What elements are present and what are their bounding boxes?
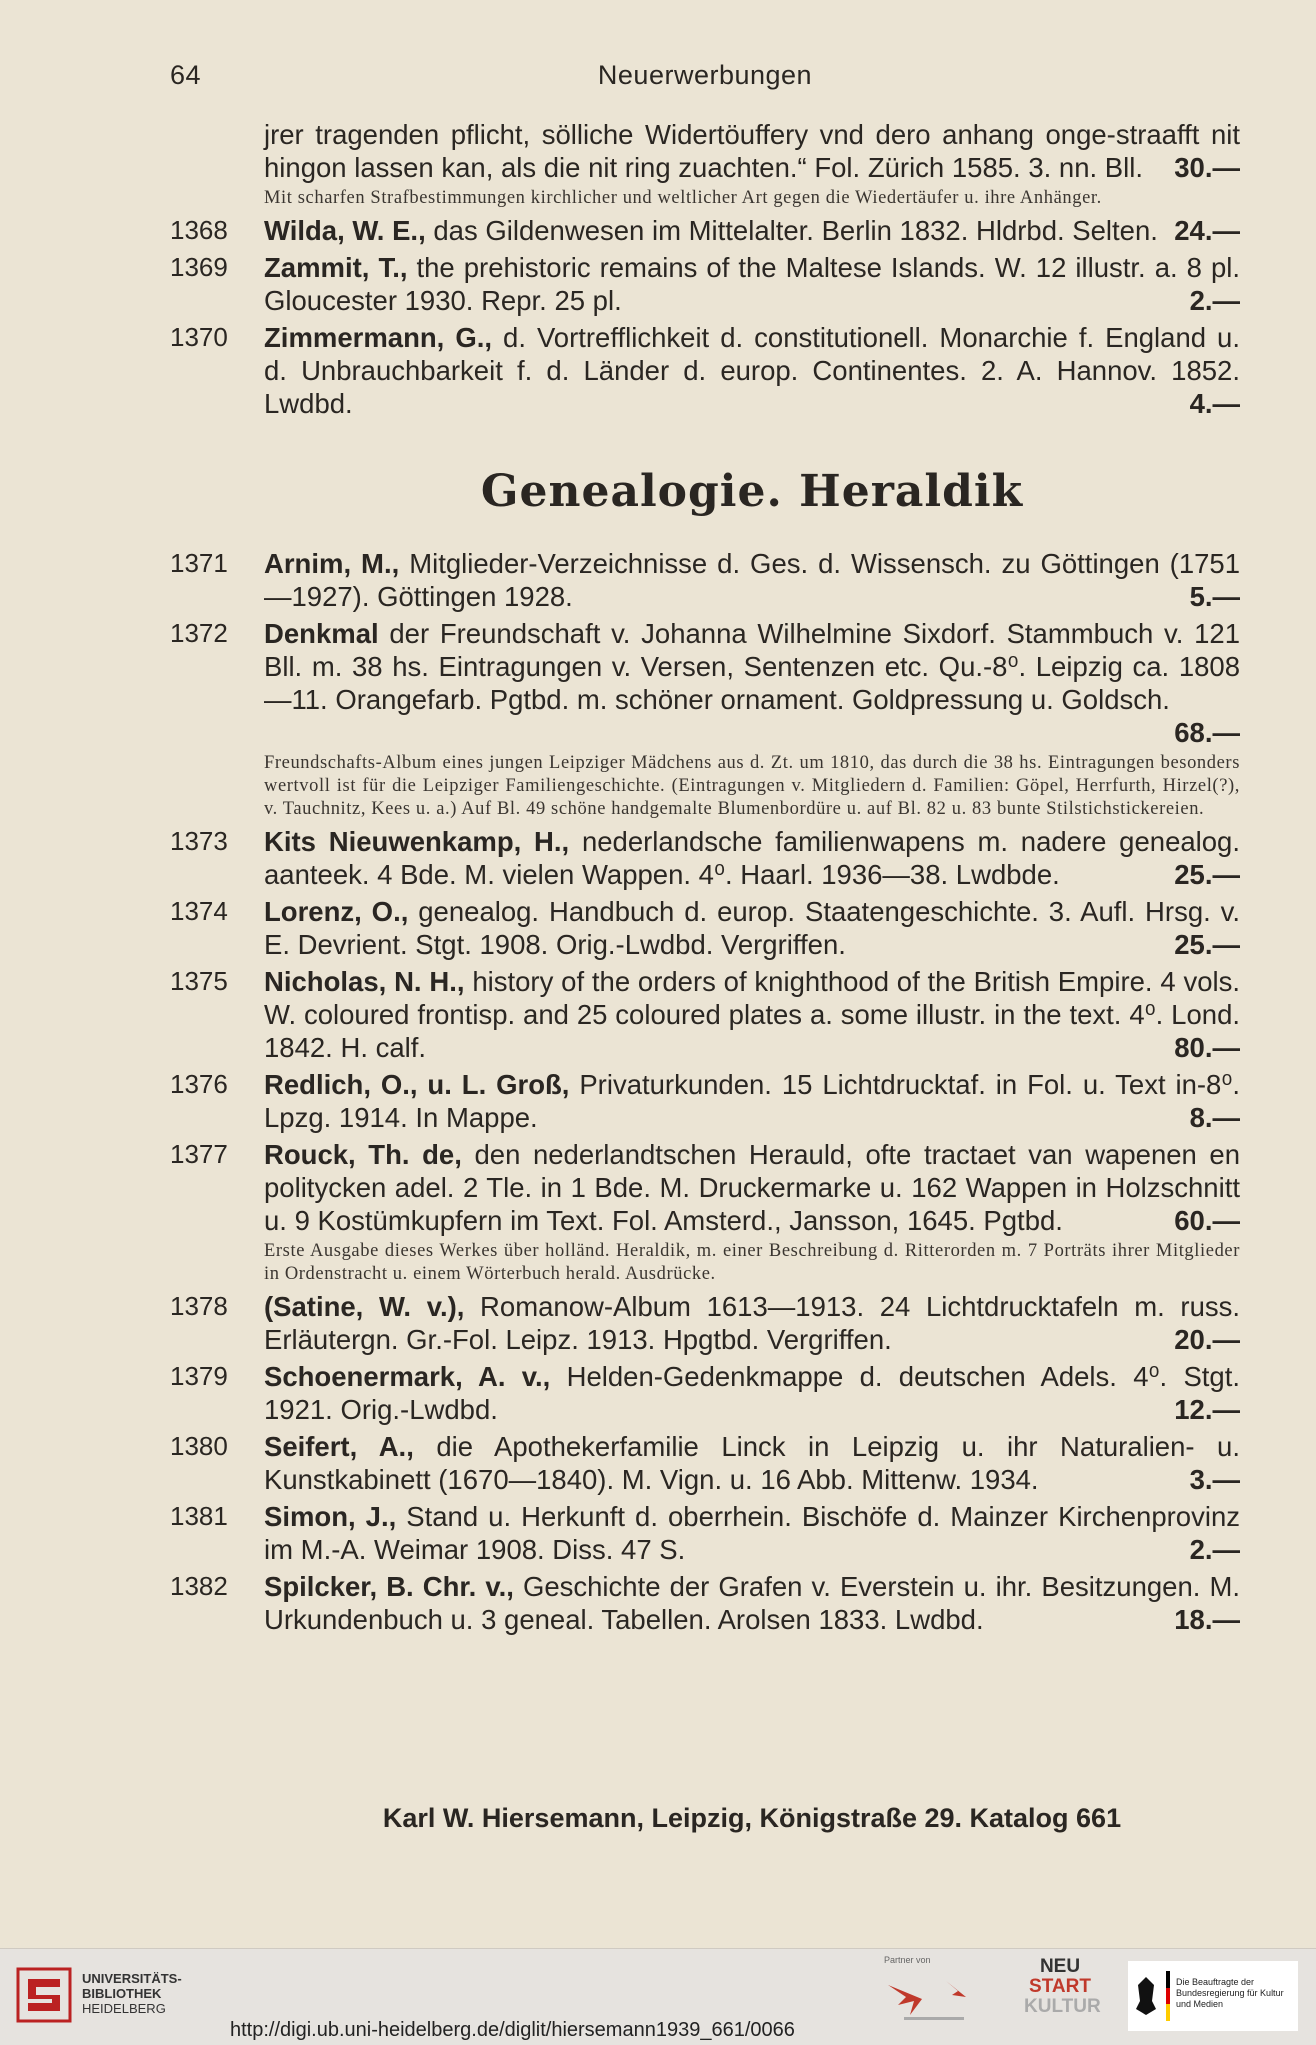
entry-number: 1373 xyxy=(170,826,228,856)
entry-author: (Satine, W. v.), xyxy=(264,1291,465,1322)
entry-description: genealog. Handbuch d. europ. Staatengeschichte. 3. Aufl. Hrsg. v. E. Devrient. Stgt. 1908. Orig.-Lwdbd. Vergriffen. xyxy=(264,896,1241,960)
running-head xyxy=(170,60,1240,104)
entry-price: 2.— xyxy=(1189,285,1240,316)
entry-description: Romanow-Album 1613—1913. 24 Lichtdrucktafeln m. russ. Erläutergn. Gr.-Fol. Leipz. 1913. Hpgtbd. Vergriffen. xyxy=(264,1291,1240,1355)
entry-author: Denkmal xyxy=(264,618,379,649)
entry-price: 4.— xyxy=(1189,388,1240,419)
entry-author: Nicholas, N. H., xyxy=(264,966,465,997)
catalog-entry xyxy=(170,895,1240,961)
entry-description: history of the orders of knighthood of the British Empire. 4 vols. W. coloured frontisp. and 25 coloured plates a. some illustr. in the text. 4⁰. Lond. 1842. H. calf. xyxy=(264,966,1240,1063)
entry-author: Zammit, T., xyxy=(264,252,408,283)
entry-price: 30.— xyxy=(1174,152,1240,183)
entry-text xyxy=(264,1138,1240,1237)
entry-note: Erste Ausgabe dieses Werkes über holländ. Heraldik, m. einer Beschreibung d. Ritterorden m. 7 Porträts ihrer Mitglieder in Ordenstracht u. einem Wörterbuch herald. Ausdrücke. xyxy=(264,1241,1240,1284)
entry-text xyxy=(264,214,1240,247)
entry-price: 3.— xyxy=(1189,1464,1240,1495)
entry-description: den nederlandtschen Herauld, ofte tractaet van wapenen en politycken adel. 2 Tle. in 1 Bde. M. Druckermarke u. 162 Wappen in Holzschnitt u. 9 Kostümkupfern im Text. Fol. Amsterd., Jansson, 1645. Pgtbd. xyxy=(264,1139,1241,1236)
entry-number: 1381 xyxy=(170,1501,228,1531)
entry-price: 18.— xyxy=(1174,1604,1240,1635)
entries-before-section xyxy=(170,118,1240,420)
entry-author: Wilda, W. E., xyxy=(264,215,426,246)
entry-author: Kits Nieuwenkamp, H., xyxy=(264,826,570,857)
catalog-entry xyxy=(170,1290,1240,1356)
catalog-entry xyxy=(170,965,1240,1064)
entry-price: 60.— xyxy=(1174,1205,1240,1236)
federal-eagle-icon xyxy=(1134,1971,1158,2021)
entry-description: the prehistoric remains of the Maltese Islands. W. 12 illustr. a. 8 pl. Gloucester 1930. Repr. 25 pl. xyxy=(264,252,1240,316)
flag-bar-icon xyxy=(1166,1971,1170,2021)
entry-note: Mit scharfen Strafbestimmungen kirchlicher und weltlicher Art gegen die Wiedertäufer u. ihre Anhänger. xyxy=(264,188,1102,208)
entry-author: Lorenz, O., xyxy=(264,896,409,927)
entry-number: 1372 xyxy=(170,618,228,648)
entry-number: 1368 xyxy=(170,215,228,245)
entry-number: 1380 xyxy=(170,1431,228,1461)
entry-number: 1370 xyxy=(170,322,228,352)
entry-text xyxy=(264,1360,1240,1426)
entry-text xyxy=(264,1290,1240,1356)
entry-description: Mitglieder-Verzeichnisse d. Ges. d. Wissensch. zu Göttingen (1751—1927). Göttingen 1928. xyxy=(264,548,1241,612)
catalog-entry xyxy=(170,1500,1240,1566)
catalog-entry xyxy=(170,214,1240,247)
entry-description: jrer tragenden pflicht, sölliche Widertöuffery vnd dero anhang onge-straafft nit hingon lassen kan, als die nit ring zuachten.“ Fol. Zürich 1585. 3. nn. Bll. xyxy=(264,119,1240,183)
entries-genealogie xyxy=(170,547,1240,1636)
entry-text xyxy=(264,965,1240,1064)
running-title: Neuerwerbungen xyxy=(597,60,813,90)
entry-author: Rouck, Th. de, xyxy=(264,1139,462,1170)
publisher-footer: Karl W. Hiersemann, Leipzig, Königstraße 29. Katalog 661 xyxy=(382,1803,1122,1833)
catalog-entry xyxy=(170,1570,1240,1636)
entry-note: Freundschafts-Album eines jungen Leipziger Mädchens aus d. Zt. um 1810, das durch die 38 hs. Eintragungen besonders wertvoll ist für die Leipziger Familiengeschichte. (Eintragungen v. Mitgliedern d. Familien: Göpel, Herrfurth, Hirzel(?), v. Tauchnitz, Kees u. a.) Auf Bl. 49 schöne handgemalte Blumenbordüre u. auf Bl. 82 u. 83 bunte Stilstichstickereien. xyxy=(264,753,1240,819)
entry-author: Schoenermark, A. v., xyxy=(264,1361,551,1392)
catalog-entry xyxy=(170,251,1240,317)
catalog-content xyxy=(170,118,1240,1640)
entry-price: 25.— xyxy=(1174,859,1240,890)
entry-price: 25.— xyxy=(1174,929,1240,960)
entry-number: 1382 xyxy=(170,1571,228,1601)
entry-number: 1376 xyxy=(170,1069,228,1099)
entry-description: das Gildenwesen im Mittelalter. Berlin 1832. Hldrbd. Selten. xyxy=(433,215,1158,246)
entry-text xyxy=(264,547,1240,613)
entry-description: der Freundschaft v. Johanna Wilhelmine Sixdorf. Stammbuch v. 121 Bll. m. 38 hs. Eintragungen v. Versen, Sentenzen etc. Qu.-8⁰. Leipzig ca. 1808—11. Orangefarb. Pgtbd. m. schöner ornament. Goldpressung u. Goldsch. xyxy=(264,618,1240,715)
catalog-entry xyxy=(170,1138,1240,1286)
entry-description: Helden-Gedenkmappe d. deutschen Adels. 4⁰. Stgt. 1921. Orig.-Lwdbd. xyxy=(264,1361,1241,1425)
entry-description: d. Vortrefflichkeit d. constitutionell. Monarchie f. England u. d. Unbrauchbarkeit f. d. Länder d. europ. Continentes. 2. A. Hannov. 1852. Lwdbd. xyxy=(264,322,1240,419)
entry-author: Seifert, A., xyxy=(264,1431,414,1462)
library-name[interactable]: UNIVERSITÄTS- BIBLIOTHEK HEIDELBERG xyxy=(82,1971,182,2016)
catalog-entry xyxy=(170,1430,1240,1496)
entry-text xyxy=(264,617,1240,749)
entry-text xyxy=(264,321,1240,420)
university-library-logo-icon[interactable] xyxy=(14,1965,74,2025)
entry-number: 1369 xyxy=(170,252,228,282)
entry-number: 1374 xyxy=(170,896,228,926)
entry-author: Zimmermann, G., xyxy=(264,322,493,353)
page-number: 64 xyxy=(170,60,202,90)
deutsche-digitale-bibliothek-logo-icon[interactable] xyxy=(884,1971,984,2027)
entry-text xyxy=(264,895,1240,961)
entry-text xyxy=(264,1500,1240,1566)
catalog-entry xyxy=(170,1360,1240,1426)
partner-label: Partner von xyxy=(884,1955,931,1965)
entry-description: nederlandsche familienwapens m. nadere genealog. aanteek. 4 Bde. M. vielen Wappen. 4⁰. Haarl. 1936—38. Lwdbde. xyxy=(264,826,1240,890)
catalog-entry xyxy=(170,321,1240,420)
entry-price: 68.— xyxy=(1174,717,1240,748)
entry-text xyxy=(264,1570,1240,1636)
entry-text xyxy=(264,251,1240,317)
entry-text xyxy=(264,825,1240,891)
viewer-bottom-bar xyxy=(0,1948,1316,2045)
entry-description: Geschichte der Grafen v. Everstein u. ihr. Besitzungen. M. Urkundenbuch u. 3 geneal. Tabellen. Arolsen 1833. Lwdbd. xyxy=(264,1571,1241,1635)
entry-number: 1371 xyxy=(170,548,228,578)
entry-description: Stand u. Herkunft d. oberrhein. Bischöfe d. Mainzer Kirchenprovinz im M.-A. Weimar 1908. Diss. 47 S. xyxy=(264,1501,1240,1565)
neustart-kultur-logo[interactable]: NEU START KULTUR xyxy=(1024,1956,1101,2017)
entry-price: 2.— xyxy=(1189,1534,1240,1565)
entry-price: 20.— xyxy=(1174,1324,1240,1355)
entry-text xyxy=(264,118,1240,184)
catalog-entry xyxy=(170,1068,1240,1134)
catalog-entry xyxy=(170,825,1240,891)
entry-price: 80.— xyxy=(1174,1032,1240,1063)
entry-number: 1378 xyxy=(170,1291,228,1321)
catalog-entry xyxy=(170,547,1240,613)
catalog-entry xyxy=(170,118,1240,210)
bkm-logo[interactable] xyxy=(1128,1961,1298,2031)
entry-text xyxy=(264,1430,1240,1496)
entry-price: 8.— xyxy=(1189,1102,1240,1133)
entry-description: Privaturkunden. 15 Lichtdrucktaf. in Fol. u. Text in-8⁰. Lpzg. 1914. In Mappe. xyxy=(264,1069,1241,1133)
entry-author: Simon, J., xyxy=(264,1501,397,1532)
entry-number: 1375 xyxy=(170,966,228,996)
entry-text xyxy=(264,1068,1240,1134)
entry-price: 12.— xyxy=(1174,1394,1240,1425)
entry-description: die Apothekerfamilie Linck in Leipzig u. ihr Naturalien- u. Kunstkabinett (1670—1840). M. Vign. u. 16 Abb. Mittenw. 1934. xyxy=(264,1431,1240,1495)
entry-author: Redlich, O., u. L. Groß, xyxy=(264,1069,570,1100)
entry-author: Spilcker, B. Chr. v., xyxy=(264,1571,514,1602)
section-title: Genealogie. Heraldik xyxy=(480,466,1024,517)
bkm-text: Die Beauftragte der Bundesregierung für Kultur und Medien xyxy=(1176,1977,1284,2009)
entry-number: 1377 xyxy=(170,1139,228,1169)
entry-number: 1379 xyxy=(170,1361,228,1391)
entry-author: Arnim, M., xyxy=(264,548,400,579)
permalink-url[interactable]: http://digi.ub.uni-heidelberg.de/diglit/hiersemann1939_661/0066 xyxy=(230,2019,795,2041)
catalog-entry xyxy=(170,617,1240,821)
entry-price: 5.— xyxy=(1189,581,1240,612)
entry-price: 24.— xyxy=(1174,215,1240,246)
